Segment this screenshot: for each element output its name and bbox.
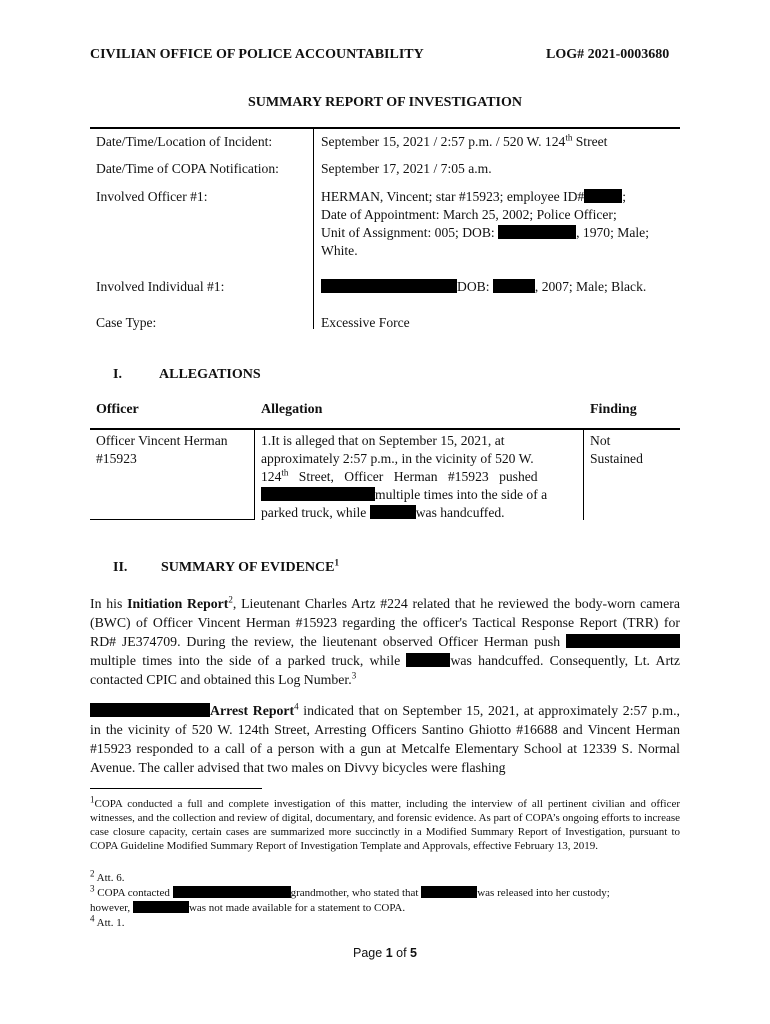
redaction-box bbox=[421, 886, 477, 898]
col-finding-header: Finding bbox=[590, 402, 637, 417]
officer-label: Involved Officer #1: bbox=[96, 189, 208, 204]
col-officer-header: Officer bbox=[96, 402, 139, 417]
section-heading: SUMMARY OF EVIDENCE$^1$ bbox=[161, 557, 339, 575]
individual-value: DOB: , 2007; Male; Black. bbox=[321, 278, 646, 296]
allegations-divider-1 bbox=[254, 430, 255, 520]
redaction-box bbox=[406, 653, 450, 667]
case-type-label: Case Type: bbox=[96, 315, 157, 330]
log-number: LOG# 2021-0003680 bbox=[546, 47, 670, 62]
paragraph-initiation-report: In his Initiation Report$^2$, Lieutenant Charles Artz #224 related that he reviewed the body-worn camera (BWC) of Officer Vincent Herman #15923 regarding the officer's Tactical Response Report (TRR) for RD# JE374709. During the review, the lieutenant observed Officer Herman push multiple times into the side of a parked truck, while was handcuffed. Consequently, Lt. Artz contacted CPIC and obtained this Log Number.$^3$ bbox=[90, 594, 681, 687]
section-numeral: I. bbox=[113, 367, 122, 382]
redaction-box bbox=[493, 279, 535, 293]
redaction-box bbox=[173, 886, 291, 898]
individual-label: Involved Individual #1: bbox=[96, 279, 225, 294]
redaction-box bbox=[261, 487, 375, 501]
redaction-box bbox=[90, 703, 210, 717]
incident-value: September 15, 2021 / 2:57 p.m. / 520 W. 124th Street bbox=[321, 132, 608, 149]
footnote-rule bbox=[90, 788, 262, 789]
redaction-box bbox=[321, 279, 457, 293]
footnote-3-continued: however, was not made available for a statement to COPA. bbox=[90, 902, 406, 914]
finding-cell: Not Sustained bbox=[590, 433, 643, 466]
redaction-box bbox=[566, 634, 680, 648]
report-title: SUMMARY REPORT OF INVESTIGATION bbox=[248, 95, 522, 110]
footnote-2: $^2$ Att. 6. bbox=[90, 868, 125, 884]
redaction-box bbox=[498, 225, 576, 239]
notification-value: September 17, 2021 / 7:05 a.m. bbox=[321, 161, 492, 176]
allegations-divider-2 bbox=[583, 430, 584, 520]
officer-value: HERMAN, Vincent; star #15923; employee ID# ; Date of Appointment: March 25, 2002; Police Officer; Unit of Assignment: 005; DOB: , 1970; Male; White. bbox=[321, 189, 649, 258]
section-heading: ALLEGATIONS bbox=[159, 367, 261, 382]
info-divider bbox=[313, 129, 314, 329]
col-allegation-header: Allegation bbox=[261, 402, 323, 417]
footnote-1: $^1$COPA conducted a full and complete investigation of this matter, including the interview of all pertinent civilian and officer witnesses, and the collection and review of digital, documentary, and forensic evidence. As part of COPA’s ongoing efforts to increase case closure capacity, certain cases are summarized more succinctly in a Modified Summary Report of Investigation, pursuant to COPA Guideline Modified Summary Report of Investigation Template and Approvals, effective February 13, 2019. bbox=[90, 794, 680, 852]
incident-label: Date/Time/Location of Incident: bbox=[96, 134, 273, 149]
section-numeral: II. bbox=[113, 560, 128, 575]
redaction-box bbox=[370, 505, 416, 519]
notification-label: Date/Time of COPA Notification: bbox=[96, 161, 279, 176]
case-type-value: Excessive Force bbox=[321, 315, 410, 330]
page-number: Page 1 of 5 bbox=[353, 946, 417, 960]
allegations-bottom-rule bbox=[90, 519, 255, 520]
footnote-4: $^4$ Att. 1. bbox=[90, 913, 125, 929]
info-top-rule bbox=[90, 127, 680, 129]
officer-cell: Officer Vincent Herman #15923 bbox=[96, 433, 228, 466]
redaction-box bbox=[584, 189, 622, 203]
allegations-top-rule bbox=[90, 428, 680, 430]
footnote-3: $^3$ COPA contacted grandmother, who stated that was released into her custody; bbox=[90, 883, 610, 899]
allegation-cell: 1.It is alleged that on September 15, 2021, at approximately 2:57 p.m., in the vicinity of 520 W. 124th Street, Officer Herman #15923 pushed multiple times into the side of a parked truck, while was handcuffed. bbox=[261, 433, 548, 520]
paragraph-arrest-report: Arrest Report$^4$ indicated that on September 15, 2021, at approximately 2:57 p.m., in the vicinity of 520 W. 124th Street, Arresting Officers Santino Ghiotto #16688 and Vincent Herman #15923 responded to a call of a person with a gun at Metcalfe Elementary School at 12339 S. Normal Avenue. The caller advised that two males on Divvy bicycles were flashing bbox=[90, 701, 680, 775]
redaction-box bbox=[133, 901, 189, 913]
agency-header: CIVILIAN OFFICE OF POLICE ACCOUNTABILITY bbox=[90, 47, 424, 62]
